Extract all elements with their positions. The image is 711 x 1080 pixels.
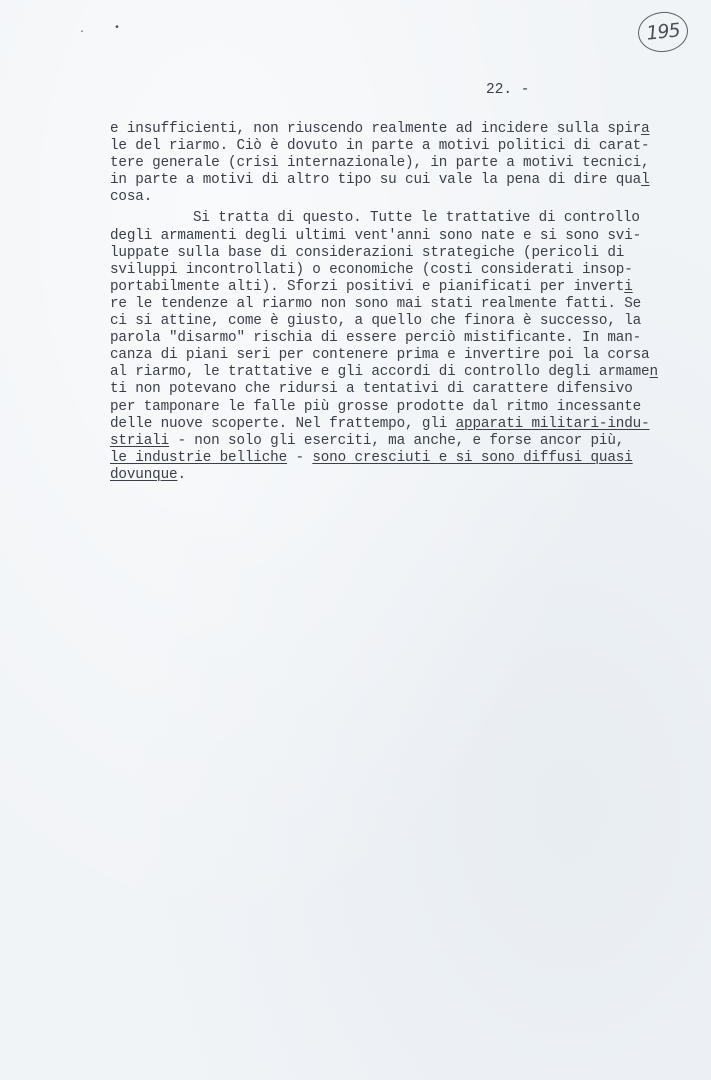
underlined-fragment: le industrie belliche: [110, 449, 288, 466]
folio-stamp: [636, 9, 690, 54]
page-number: 22. -: [486, 82, 530, 98]
text-line: per tamponare le falle più grosse prodotte dal ritmo incessante: [110, 398, 642, 415]
text-fragment: delle nuove scoperte. Nel frattempo, gli: [110, 415, 456, 432]
paragraph-2: [110, 210, 670, 484]
underlined-fragment: sono cresciuti e si sono diffusi quasi: [312, 449, 633, 466]
text-fragment: -: [287, 449, 313, 466]
scan-speck: .: [79, 25, 86, 36]
text-line: [110, 433, 670, 450]
text-line: Si tratta di questo. Tutte le trattative di controllo: [193, 210, 640, 227]
text-line: luppate sulla base di considerazioni strategiche (pericoli di: [110, 244, 625, 261]
text-line: degli armamenti degli ultimi vent'anni sono nate e si sono svi-: [110, 227, 642, 244]
text-fragment: - non solo gli eserciti, ma anche, e forse ancor più,: [169, 432, 625, 449]
paragraph-1: [110, 121, 670, 206]
text-line: sviluppi incontrollati) o economiche (costi considerati insop-: [110, 261, 633, 278]
underlined-fragment: n: [649, 364, 658, 381]
text-line: cosa.: [110, 189, 153, 206]
scan-speck: •: [114, 23, 121, 34]
text-line: [110, 450, 670, 467]
text-line: re le tendenze al riarmo non sono mai stati realmente fatti. Se: [110, 295, 642, 312]
text-line: ti non potevano che ridursi a tentativi di carattere difensivo: [110, 381, 633, 398]
underlined-fragment: a: [641, 121, 650, 137]
underlined-fragment: l: [641, 172, 650, 189]
text-line: portabilmente alti). Sforzi positivi e pianificati per inverti: [110, 278, 633, 295]
text-line: canza di piani seri per contenere prima e invertire poi la corsa: [110, 347, 650, 364]
text-line: e insufficienti, non riuscendo realmente ad incidere sulla spira: [110, 121, 650, 137]
text-fragment: .: [177, 466, 186, 483]
text-line: in parte a motivi di altro tipo su cui vale la pena di dire qual: [110, 172, 650, 189]
text-line: le del riarmo. Ciò è dovuto in parte a motivi politici di carat-: [110, 138, 650, 155]
underlined-fragment: striali: [110, 432, 170, 449]
body-text: [110, 121, 670, 484]
text-line: parola "disarmo" rischia di essere perciò mistificante. In man-: [110, 330, 642, 347]
text-line: al riarmo, le trattative e gli accordi di controllo degli armamen: [110, 364, 658, 381]
text-line: [110, 467, 670, 484]
text-line: [110, 416, 670, 433]
folio-number: 195: [645, 19, 681, 45]
text-line: ci si attine, come è giusto, a quello che finora è successo, la: [110, 313, 642, 330]
underlined-fragment: apparati militari-indu-: [455, 415, 650, 432]
underlined-fragment: i: [624, 278, 633, 295]
text-line: tere generale (crisi internazionale), in parte a motivi tecnici,: [110, 155, 650, 172]
underlined-fragment: dovunque: [110, 466, 178, 483]
